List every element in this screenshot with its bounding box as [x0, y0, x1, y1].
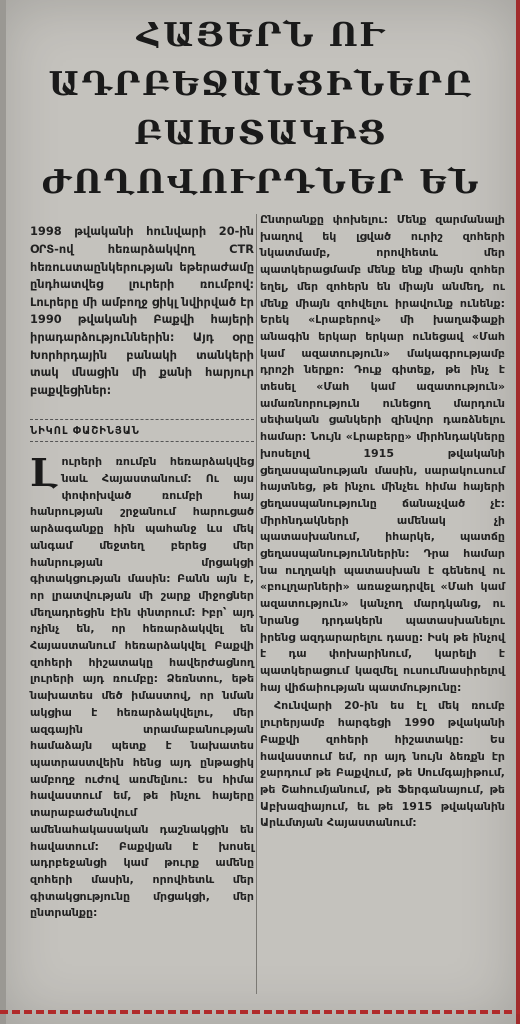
headline-line-1: ՀԱՅԵՐՆ ՈՒ — [136, 15, 386, 54]
body-paragraph-right-2: Հունվարի 20-ին ես էլ մեկ ռումբ լուրերյամբ հարգեցի 1990 թվականի Բաքվի զոհերի հիշատակը: Ես հավաստում եմ, որ այդ նույն ձեռքն էր ջարդում թե Բաքվում, թե Սումգայիթում, թե Շահումյանում, թե Ֆերգանայում, թե Աբխազիայում, եւ թե 1915 թվականին Արևմտյան Հայաստանում: — [260, 699, 505, 830]
headline-line-2: ԱԴՐԲԵՋԱՆՑԻՆԵՐԸ — [48, 64, 474, 103]
headline-line-4: ԺՈՂՈՎՈՒՐԴՆԵՐ ԵՆ — [41, 162, 481, 201]
left-column — [30, 212, 254, 922]
drop-cap: Լ — [30, 450, 58, 496]
body-paragraph-left — [30, 450, 254, 922]
right-column — [260, 212, 505, 832]
page-left-edge — [0, 0, 6, 1024]
page-right-edge — [516, 0, 520, 1024]
lead-paragraph: 1998 թվականի հունվարի 20-ին ՕՐՏ-ով հեռարձակվող CTR հեռուստաընկերության եթերաժամը ընդհատվեց լուրերի ռումբով: Լուրերը մի ամբողջ ցիկլ նվիրված էր 1990 թվականի Բաքվի հայերի իրադարձություններին: Այդ օրը Խորհրդային բանակի տանկերի տակ մնացին մի քանի հարյուր բաքվեցիներ: — [30, 224, 254, 397]
byline-divider — [30, 441, 254, 442]
author-byline: ՆԻԿՈԼ ՓԱՇԻՆՅԱՆ — [30, 419, 254, 437]
headline-line-3: ԲԱԽՏԱԿԻՑ — [134, 113, 388, 152]
body-text-left: ուրերի ռումբն հեռարձակվեց նաև Հայաստանում: Ու այս փոփոխված ռումբի հայ հանրության շրջանում հարուցած արձագանքը հին պահանջ ևս մեկ անգամ մեջտեղ բերեց մեր հանրության մրցակցի գիտակցության մասին: Բանն այն է, որ լրատվության մի շարք միջոցներ մեղադրեցին էին փնտրում: Իբր՝ այդ ոչինչ են, որ հեռարձակվել են Հայաստանում հեռարձակվել Բաքվի զոհերի հիշատակը հավերժացնող լուրերի այդ ռումբը: Ձեռնտու, եթե նախատես մեծ իմաստով, որ նման ակցիա է հեռարձակվելու, մեր ազգային տրամաբանության համաձայն պետք է նախատես պատրաստվեին հենց այդ ընթացիկ ամբողջ ուժով առմելնու: Ես հիմա հավաստում եմ, թե ինչու հայերը տարաբաժանվում ամենահակասական դաշնակցին են հավատում: Բաքվյան է խոսել ադրբեջանցի կամ թուրք ամենը զոհերի մասին, որովհետև մեր գիտակցությունը մրցակցի, մեր ընտրանքը: — [30, 455, 254, 920]
body-paragraph-right-1: Ընտրանքը փոխելու: Մենք զարմանալի խաղով եկ լցված ուրիշ զոհերի նկատմամբ, որովհետև մեր պատկերացմամբ մենք ենք միայն զոհեր եղել, մեր զոհերն են միայն անմեղ, ու մենք միայն զոհվելու իրավունք ունենք: Երեկ «Լրաբերով» մի խաղաֆաքի անագին երկար երկար ունեցավ «Մահ կամ ազատություն» մակագրությամբ դրոշի ներքո: Դուք գիտեք, թե ինչ է տեսել «Մահ կամ ազատություն» ամառնորություն ունեցող մարդուն սեփական ցանկերի զինվոր դառձնելու համար: Նույն «Լրաբերը» միրհնդակները խոսելով 1915 թվականի ցեղասպանության մասին, սարակուսում հայտնեց, թե ինչու մինչեւ հիմա հայերի ցեղասպանությունը ճանաչված չէ: միրհնդակների ամենակ չի պատասխանում, իհարկե, պատճը ցեղասպանություններին: Դրա համար նա ուղղակի պատասխան է գենեով ու «բուլղարների» առաջադրվել «Մահ կամ ազատություն» կանչող մարդկանց, ու նրանց դրդակերն պատասխանելու իրենց ազդարարելու դասը: Իսկ թե ինչով է դա փոխարինում, կարելի է պատկերացում կազմել ուսումնասիրելով հայ վիճաիության պատմությունը: — [260, 213, 505, 694]
column-divider — [256, 214, 257, 994]
headline — [18, 10, 504, 206]
bottom-border — [0, 1010, 520, 1014]
